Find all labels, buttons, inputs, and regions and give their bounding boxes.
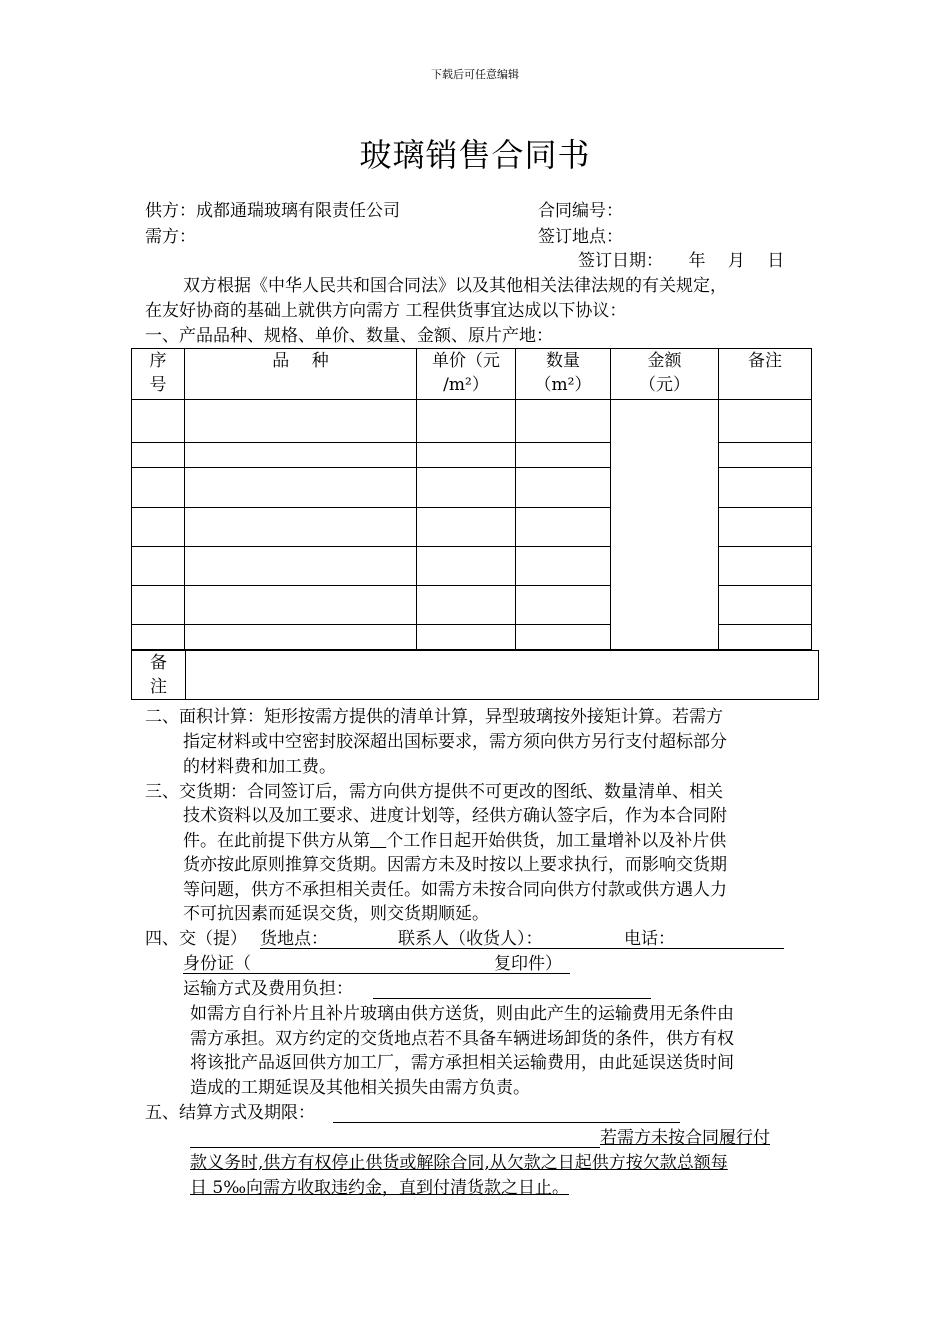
- sign-date-label: 签订日期： 年 月 日: [578, 251, 785, 271]
- section5-line-2: 款义务时,供方有权停止供货或解除合同,从欠款之日起供方按欠款总额每: [190, 1153, 728, 1173]
- table-cell[interactable]: [516, 508, 611, 547]
- table-cell[interactable]: [132, 625, 185, 650]
- col-seq: 序 号: [132, 349, 185, 400]
- table-row: [132, 400, 812, 443]
- section3-line-2: 技术资料以及加工要求、进度计划等，经供方确认签字后，作为本合同附: [183, 806, 727, 826]
- table-cell[interactable]: [417, 508, 516, 547]
- section3-line-1: 三、交货期：合同签订后，需方向供方提供不可更改的图纸、数量清单、相关: [145, 782, 723, 802]
- table-cell[interactable]: [516, 586, 611, 625]
- table-cell[interactable]: [516, 547, 611, 586]
- table-cell[interactable]: [719, 443, 812, 468]
- table-cell[interactable]: [516, 625, 611, 650]
- transport-underline[interactable]: [373, 998, 651, 999]
- table-cell[interactable]: [719, 625, 812, 650]
- remark-label: 备 注: [132, 651, 186, 699]
- buyer-line: 需方：: [145, 227, 196, 247]
- supplier-line: 供方：成都通瑞玻璃有限责任公司: [145, 201, 400, 221]
- section4-prefix: 四、交（提）: [145, 929, 247, 949]
- table-cell[interactable]: [719, 400, 812, 443]
- table-cell[interactable]: [516, 443, 611, 468]
- table-cell[interactable]: [185, 443, 417, 468]
- section5-line-1: 若需方未按合同履行付: [600, 1128, 770, 1148]
- delivery-underline[interactable]: [260, 948, 784, 949]
- section5-heading: 五、结算方式及期限：: [145, 1103, 315, 1123]
- table-cell[interactable]: [516, 468, 611, 508]
- section3-line-5: 等问题，供方不承担相关责任。如需方未按合同向供方付款或供方遇人力: [183, 880, 727, 900]
- intro-line-1: 双方根据《中华人民共和国合同法》以及其他相关法律法规的有关规定，: [183, 276, 727, 296]
- phone-label: 电话：: [624, 929, 675, 949]
- table-cell[interactable]: [417, 443, 516, 468]
- section2-line-2: 指定材料或中空密封胶深超出国标要求，需方须向供方另行支付超标部分: [183, 732, 727, 752]
- section2-line-3: 的材料费和加工费。: [183, 757, 336, 777]
- table-cell[interactable]: [185, 468, 417, 508]
- page-title: 玻璃销售合同书: [359, 136, 591, 174]
- table-cell[interactable]: [185, 586, 417, 625]
- table-cell[interactable]: [719, 468, 812, 508]
- table-cell[interactable]: [516, 400, 611, 443]
- table-cell[interactable]: [185, 625, 417, 650]
- col-amount: 金额 （元）: [611, 349, 719, 400]
- table-cell[interactable]: [417, 400, 516, 443]
- section4-para-1: 如需方自行补片且补片玻璃由供方送货，则由此产生的运输费用无条件由: [190, 1004, 734, 1024]
- table-cell[interactable]: [417, 547, 516, 586]
- col-price: 单价（元 /m²）: [417, 349, 516, 400]
- section4-para-3: 将该批产品返回供方加工厂，需方承担相关运输费用，由此延误送货时间: [190, 1053, 734, 1073]
- section3-line-6: 不可抗因素而延误交货，则交货期顺延。: [183, 904, 489, 924]
- table-header-row: [132, 349, 812, 400]
- table-cell[interactable]: [719, 586, 812, 625]
- table-cell[interactable]: [417, 586, 516, 625]
- table-cell[interactable]: [132, 508, 185, 547]
- table-cell[interactable]: [132, 443, 185, 468]
- table-cell[interactable]: [417, 625, 516, 650]
- table-cell[interactable]: [185, 400, 417, 443]
- section4-para-4: 造成的工期延误及其他相关损失由需方负责。: [190, 1078, 530, 1098]
- table-cell[interactable]: [132, 586, 185, 625]
- table-cell[interactable]: [185, 508, 417, 547]
- col-variety: 品 种: [185, 349, 417, 400]
- table-cell[interactable]: [132, 468, 185, 508]
- goods-table: [131, 348, 812, 650]
- table-cell[interactable]: [719, 508, 812, 547]
- section2-line-1: 二、面积计算：矩形按需方提供的清单计算，异型玻璃按外接矩计算。若需方: [145, 707, 723, 727]
- table-cell[interactable]: [185, 547, 417, 586]
- section5-line-3: 日 5‰向需方收取违约金，直到付清货款之日止。: [190, 1178, 570, 1198]
- col-note: 备注: [719, 349, 812, 400]
- sign-place-label: 签订地点：: [538, 227, 623, 247]
- col-qty: 数量 （m²）: [516, 349, 611, 400]
- settlement-underline-2[interactable]: [190, 1147, 600, 1148]
- section1-heading: 一、产品品种、规格、单价、数量、金额、原片产地：: [145, 326, 553, 346]
- intro-line-2: 在友好协商的基础上就供方向需方 工程供货事宜达成以下协议：: [145, 301, 627, 321]
- remark-row: [131, 650, 819, 700]
- transport-label: 运输方式及费用负担：: [183, 979, 353, 999]
- section3-line-3: 件。在此前提下供方从第 个工作日起开始供货，加工量增补以及补片供: [183, 831, 727, 851]
- table-cell[interactable]: [132, 547, 185, 586]
- contact-label: 联系人（收货人）：: [398, 929, 543, 949]
- contract-no-label: 合同编号：: [538, 201, 623, 221]
- section3-line-4: 货亦按此原则推算交货期。因需方未及时按以上要求执行，而影响交货期: [183, 855, 727, 875]
- delivery-place-label: 货地点：: [260, 929, 328, 949]
- amount-merged-cell[interactable]: [611, 400, 719, 650]
- id-copy-label: 复印件）: [494, 954, 562, 974]
- id-underline[interactable]: [183, 973, 570, 974]
- id-card-label: 身份证（: [183, 954, 251, 974]
- table-cell[interactable]: [417, 468, 516, 508]
- settlement-underline[interactable]: [333, 1122, 680, 1123]
- section4-para-2: 需方承担。双方约定的交货地点若不具备车辆进场卸货的条件，供方有权: [190, 1029, 734, 1049]
- download-note: 下载后可任意编辑: [431, 68, 519, 81]
- table-cell[interactable]: [719, 547, 812, 586]
- table-cell[interactable]: [132, 400, 185, 443]
